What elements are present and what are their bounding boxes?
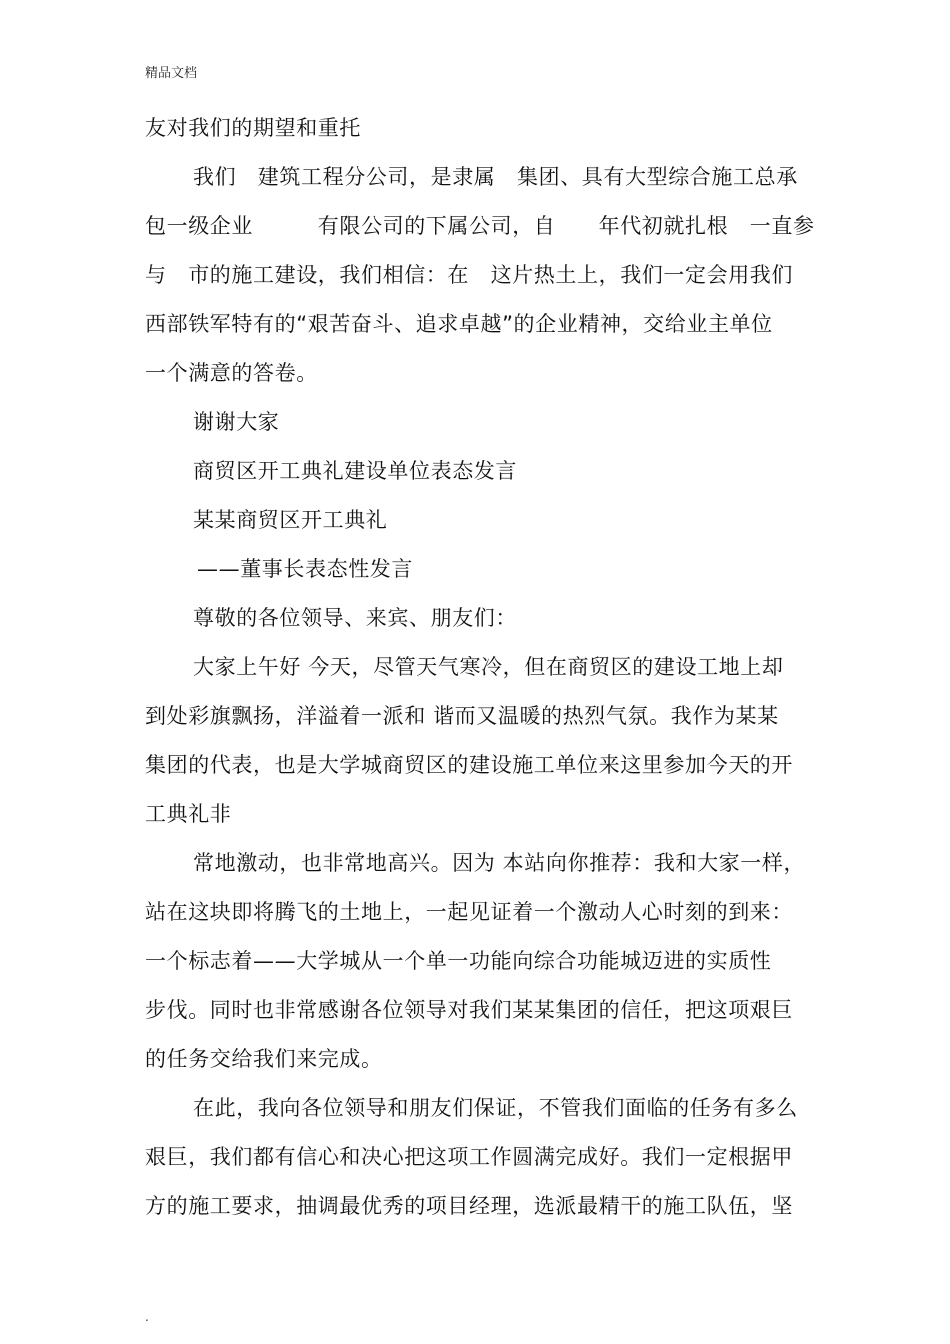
page-footer-mark: . [145,1310,149,1324]
text-line: 站在这块即将腾飞的土地上，一起见证着一个激动人心时刻的到来： [145,900,793,924]
text-line: 常地激动，也非常地高兴。因为 本站向你推荐：我和大家一样， [193,851,806,875]
text-line: 到处彩旗飘扬，洋溢着一派和 谐而又温暖的热烈气氛。我作为某某 [145,704,779,728]
text-line: 西部铁军特有的“艰苦奋斗、追求卓越”的企业精神，交给业主单位 [145,312,773,336]
text-line: 与 市的施工建设，我们相信：在 这片热土上，我们一定会用我们 [145,263,793,287]
text-line: 友对我们的期望和重托 [145,116,361,140]
text-line: 的任务交给我们来完成。 [145,1047,383,1071]
document-body [145,104,815,1231]
text-line: 方的施工要求，抽调最优秀的项目经理，选派最精干的施工队伍，坚 [145,1194,793,1218]
text-line: 在此，我向各位领导和朋友们保证，不管我们面临的任务有多么 [193,1096,798,1120]
text-line: 集团的代表，也是大学城商贸区的建设施工单位来这里参加今天的开 [145,753,793,777]
text-line: 某某商贸区开工典礼 [193,508,388,532]
text-line: 艰巨，我们都有信心和决心把这项工作圆满完成好。我们一定根据甲 [145,1145,793,1169]
text-line: 工典礼非 [145,802,232,826]
text-line: 尊敬的各位领导、来宾、朋友们： [193,606,517,630]
text-line: 商贸区开工典礼建设单位表态发言 [193,459,517,483]
text-line: 步伐。同时也非常感谢各位领导对我们某某集团的信任，把这项艰巨 [145,998,793,1022]
text-line: ——董事长表态性发言 [197,557,413,581]
text-line: 大家上午好 今天，尽管天气寒冷，但在商贸区的建设工地上却 [193,655,784,679]
text-line: 一个标志着——大学城从一个单一功能向综合功能城迈进的实质性 [145,949,772,973]
text-line: 谢谢大家 [193,410,280,434]
text-line: 我们 建筑工程分公司，是隶属 集团、具有大型综合施工总承 [193,165,798,189]
page-header-label: 精品文档 [145,66,198,81]
text-line: 包一级企业 有限公司的下属公司，自 年代初就扎根 一直参 [145,214,815,238]
text-line: 一个满意的答卷。 [145,361,318,385]
